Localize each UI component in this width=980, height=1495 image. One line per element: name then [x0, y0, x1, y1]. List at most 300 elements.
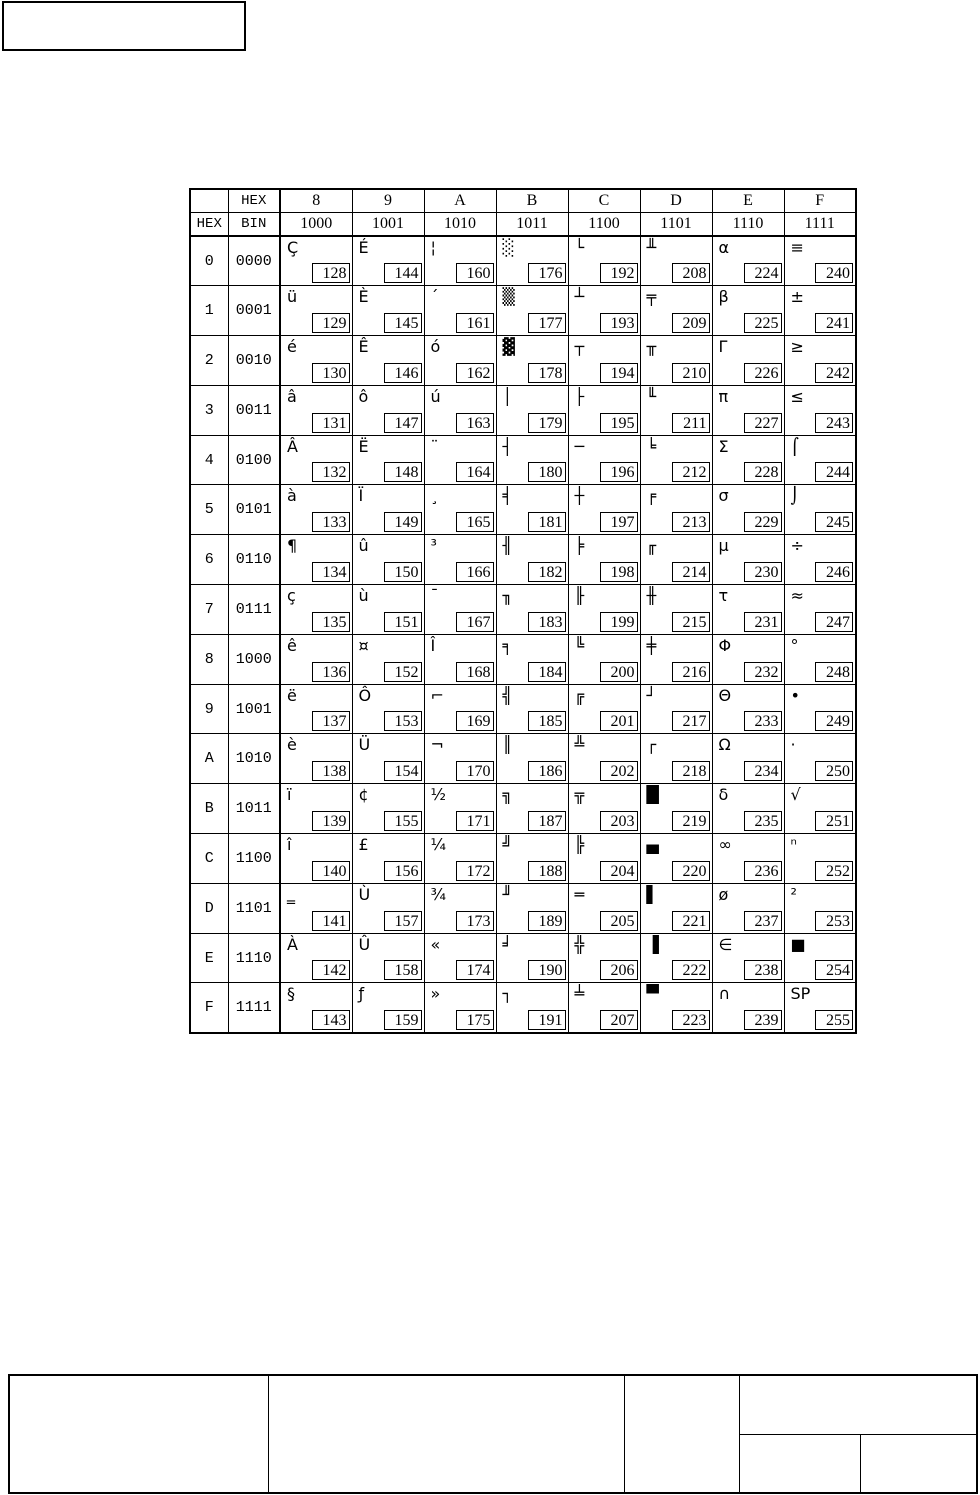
char-glyph: »	[430, 984, 441, 1004]
char-glyph: Ω	[718, 735, 731, 755]
char-cell-content	[569, 934, 640, 983]
char-cell-content	[641, 934, 712, 983]
char-glyph: ¨	[430, 436, 439, 456]
char-cell	[496, 784, 568, 834]
char-cell	[496, 286, 568, 336]
char-cell-content	[281, 635, 352, 684]
char-cell	[280, 784, 352, 834]
char-cell-content	[425, 784, 496, 833]
char-glyph: ø	[718, 884, 729, 904]
char-glyph: ∞	[718, 835, 732, 855]
hex-digit-header: F	[784, 189, 856, 213]
char-code-box: 211	[672, 413, 710, 433]
char-cell	[424, 585, 496, 635]
char-cell-content	[353, 336, 424, 385]
char-code-box: 170	[456, 761, 494, 781]
char-cell-content	[353, 535, 424, 584]
char-glyph: Ï	[358, 486, 364, 506]
char-code-box: 175	[456, 1010, 494, 1030]
char-code-box: 210	[672, 363, 710, 383]
char-code-box: 195	[600, 413, 638, 433]
char-code-box: 255	[815, 1010, 853, 1030]
char-glyph: ¦	[430, 238, 436, 257]
char-code-box: 137	[312, 711, 350, 731]
title-box	[2, 1, 246, 51]
char-cell	[568, 535, 640, 585]
char-glyph: ≈	[790, 586, 804, 606]
char-cell-content	[569, 286, 640, 335]
row-hex-digit: 7	[190, 585, 228, 635]
char-cell-content	[281, 386, 352, 435]
char-code-box: 247	[815, 612, 853, 632]
char-cell	[784, 684, 856, 734]
char-code-box: 212	[672, 462, 710, 482]
char-glyph: σ	[718, 486, 729, 506]
char-cell-content	[281, 834, 352, 883]
char-code-box: 163	[456, 413, 494, 433]
char-code-box: 179	[528, 413, 566, 433]
char-cell-content	[569, 884, 640, 933]
char-glyph: ╦	[574, 785, 585, 805]
char-cell	[280, 834, 352, 884]
table-row	[190, 286, 856, 336]
char-glyph: ┐	[502, 984, 513, 1004]
char-cell	[496, 435, 568, 485]
char-cell	[640, 435, 712, 485]
char-cell-content	[713, 535, 784, 584]
row-hex-digit: E	[190, 933, 228, 983]
char-cell	[352, 236, 424, 286]
char-code-box: 231	[744, 612, 782, 632]
char-code-box: 238	[744, 960, 782, 980]
char-glyph: ╞	[574, 536, 585, 556]
char-glyph: ╕	[502, 635, 513, 655]
char-code-box: 183	[528, 612, 566, 632]
char-cell-content	[497, 336, 568, 385]
row-hex-digit: D	[190, 883, 228, 933]
row-bin-digits: 1000	[228, 634, 280, 684]
char-glyph: ⌠	[790, 436, 799, 456]
char-cell	[424, 286, 496, 336]
char-cell	[568, 883, 640, 933]
char-glyph: ╠	[574, 835, 585, 855]
char-cell	[424, 883, 496, 933]
char-glyph: ≥	[790, 337, 804, 357]
char-glyph: ╨	[646, 238, 657, 257]
char-cell-content	[425, 983, 496, 1031]
row-hex-digit: C	[190, 834, 228, 884]
char-glyph: ▓	[502, 337, 515, 357]
char-glyph: ┬	[574, 337, 585, 357]
char-cell-content	[713, 884, 784, 933]
row-bin-digits: 0011	[228, 385, 280, 435]
char-code-box: 241	[815, 313, 853, 333]
char-code-box: 140	[312, 861, 350, 881]
char-cell-content	[641, 286, 712, 335]
char-cell	[784, 933, 856, 983]
char-cell	[712, 336, 784, 386]
char-cell-content	[641, 485, 712, 534]
char-code-box: 171	[456, 811, 494, 831]
char-code-box: 234	[744, 761, 782, 781]
char-glyph: Ô	[358, 685, 372, 705]
char-glyph: ╗	[502, 785, 513, 805]
char-glyph: ╣	[502, 685, 513, 705]
char-cell-content	[281, 983, 352, 1031]
char-glyph: ∩	[718, 984, 731, 1004]
char-code-box: 229	[744, 512, 782, 532]
char-glyph: ƒ	[358, 984, 365, 1004]
char-code-box: 154	[384, 761, 422, 781]
char-glyph: è	[287, 735, 297, 755]
char-cell-content	[425, 237, 496, 285]
char-code-box: 200	[600, 662, 638, 682]
char-cell-content	[425, 685, 496, 734]
char-cell-content	[425, 585, 496, 634]
row-bin-digits: 1100	[228, 834, 280, 884]
char-code-box: 184	[528, 662, 566, 682]
char-glyph: ┤	[502, 436, 513, 456]
char-glyph: À	[287, 934, 298, 954]
char-cell	[352, 535, 424, 585]
row-hex-digit: 2	[190, 336, 228, 386]
table-row	[190, 535, 856, 585]
char-cell	[424, 385, 496, 435]
char-cell-content	[353, 386, 424, 435]
bin-digit-header: 1101	[640, 213, 712, 237]
char-glyph: Â	[287, 436, 298, 456]
char-code-box: 166	[456, 562, 494, 582]
char-code-box: 153	[384, 711, 422, 731]
char-glyph: ▐	[646, 934, 659, 954]
char-glyph: ù	[358, 586, 369, 606]
char-glyph: Γ	[718, 337, 728, 357]
char-glyph: ½	[430, 785, 447, 805]
char-glyph: ░	[502, 238, 515, 257]
char-cell	[496, 933, 568, 983]
char-glyph: ≤	[790, 386, 804, 406]
char-cell	[640, 535, 712, 585]
char-cell-content	[281, 336, 352, 385]
row-hex-digit: 0	[190, 236, 228, 286]
char-glyph: ╚	[574, 635, 585, 655]
char-code-box: 185	[528, 711, 566, 731]
char-glyph: Ü	[358, 735, 371, 755]
char-glyph: ¯	[430, 586, 439, 606]
char-cell	[424, 485, 496, 535]
char-cell	[712, 883, 784, 933]
char-cell	[640, 585, 712, 635]
char-cell-content	[785, 685, 856, 734]
hex-digit-header: D	[640, 189, 712, 213]
char-cell-content	[713, 436, 784, 485]
hex-digit-header: E	[712, 189, 784, 213]
char-code-box: 197	[600, 512, 638, 532]
char-glyph: É	[358, 238, 369, 257]
char-glyph: ╥	[646, 337, 657, 357]
char-glyph: ╓	[646, 536, 657, 556]
char-cell	[712, 834, 784, 884]
char-cell-content	[281, 436, 352, 485]
char-cell-content	[785, 585, 856, 634]
row-hex-digit: 1	[190, 286, 228, 336]
char-cell	[280, 933, 352, 983]
char-code-box: 249	[815, 711, 853, 731]
char-cell-content	[353, 585, 424, 634]
bin-digit-header: 1010	[424, 213, 496, 237]
char-cell-content	[713, 336, 784, 385]
char-code-box: 216	[672, 662, 710, 682]
char-cell-content	[641, 834, 712, 883]
char-code-box: 150	[384, 562, 422, 582]
char-glyph: Φ	[718, 635, 732, 655]
char-glyph: ╙	[646, 386, 657, 406]
char-cell-content	[353, 734, 424, 783]
char-glyph: ·	[790, 735, 796, 755]
hex-row-label: HEX	[228, 189, 280, 213]
char-code-box: 196	[600, 462, 638, 482]
char-cell-content	[641, 535, 712, 584]
char-cell	[640, 385, 712, 435]
char-cell-content	[713, 983, 784, 1031]
char-cell-content	[281, 237, 352, 285]
row-hex-digit: 6	[190, 535, 228, 585]
char-cell-content	[353, 685, 424, 734]
char-cell-content	[641, 436, 712, 485]
char-cell	[280, 236, 352, 286]
char-glyph: ó	[430, 337, 441, 357]
char-code-box: 165	[456, 512, 494, 532]
char-code-box: 202	[600, 761, 638, 781]
char-glyph: τ	[718, 586, 729, 606]
char-cell-content	[497, 983, 568, 1031]
char-cell-content	[641, 734, 712, 783]
char-glyph: ▒	[502, 287, 515, 307]
char-cell	[424, 784, 496, 834]
char-cell-content	[353, 834, 424, 883]
bin-digit-header: 1111	[784, 213, 856, 237]
char-cell	[352, 385, 424, 435]
char-glyph: ¬	[430, 735, 444, 755]
char-cell	[280, 535, 352, 585]
char-code-box: 244	[815, 462, 853, 482]
char-glyph: î	[287, 835, 292, 855]
char-glyph: ┼	[574, 486, 585, 506]
char-code-box: 135	[312, 612, 350, 632]
char-code-box: 218	[672, 761, 710, 781]
char-cell-content	[569, 585, 640, 634]
char-cell-content	[713, 485, 784, 534]
char-glyph: ├	[574, 386, 585, 406]
char-code-box: 155	[384, 811, 422, 831]
char-cell	[640, 983, 712, 1033]
char-code-box: 173	[456, 911, 494, 931]
char-cell-content	[281, 934, 352, 983]
char-glyph: δ	[718, 785, 729, 805]
char-cell-content	[641, 585, 712, 634]
char-cell	[424, 933, 496, 983]
char-glyph: ╪	[646, 635, 657, 655]
char-code-box: 252	[815, 861, 853, 881]
char-cell-content	[713, 585, 784, 634]
char-code-box: 147	[384, 413, 422, 433]
hex-digit-header: A	[424, 189, 496, 213]
char-glyph: ╢	[502, 536, 513, 556]
char-cell-content	[281, 685, 352, 734]
row-bin-digits: 0111	[228, 585, 280, 635]
char-cell-content	[785, 386, 856, 435]
char-cell	[424, 684, 496, 734]
char-cell	[640, 485, 712, 535]
char-cell-content	[353, 237, 424, 285]
char-code-box: 227	[744, 413, 782, 433]
char-cell-content	[569, 485, 640, 534]
char-cell-content	[641, 884, 712, 933]
char-glyph: Σ	[718, 436, 729, 456]
char-glyph: Ê	[358, 337, 369, 357]
char-cell	[424, 336, 496, 386]
char-glyph: ▄	[646, 835, 659, 855]
char-cell-content	[785, 237, 856, 285]
row-hex-digit: 4	[190, 435, 228, 485]
char-cell	[280, 734, 352, 784]
char-cell-content	[353, 635, 424, 684]
char-code-box: 159	[384, 1010, 422, 1030]
char-code-box: 178	[528, 363, 566, 383]
table-row	[190, 784, 856, 834]
char-code-box: 239	[744, 1010, 782, 1030]
char-cell	[568, 336, 640, 386]
table-row	[190, 933, 856, 983]
char-code-box: 189	[528, 911, 566, 931]
row-bin-digits: 1011	[228, 784, 280, 834]
char-cell	[640, 933, 712, 983]
char-cell-content	[425, 734, 496, 783]
table-row	[190, 883, 856, 933]
char-cell	[496, 684, 568, 734]
char-cell-content	[353, 485, 424, 534]
char-code-box: 236	[744, 861, 782, 881]
char-cell-content	[425, 386, 496, 435]
char-cell-content	[497, 237, 568, 285]
row-bin-digits: 0001	[228, 286, 280, 336]
char-cell	[424, 983, 496, 1033]
char-code-box: 223	[672, 1010, 710, 1030]
char-glyph: ç	[287, 586, 296, 606]
table-row	[190, 734, 856, 784]
char-cell	[424, 734, 496, 784]
char-cell-content	[425, 436, 496, 485]
char-cell	[352, 634, 424, 684]
char-cell-content	[569, 336, 640, 385]
char-glyph: ╩	[574, 735, 585, 755]
char-code-box: 226	[744, 363, 782, 383]
char-cell	[280, 585, 352, 635]
char-cell	[568, 435, 640, 485]
char-code-box: 143	[312, 1010, 350, 1030]
char-glyph: ║	[502, 735, 513, 755]
char-glyph: ┌	[646, 735, 657, 755]
char-cell	[496, 883, 568, 933]
table-row	[190, 485, 856, 535]
char-cell	[640, 634, 712, 684]
char-glyph: ¾	[430, 884, 447, 904]
table-row	[190, 983, 856, 1033]
char-cell	[712, 286, 784, 336]
char-code-box: 215	[672, 612, 710, 632]
char-cell-content	[713, 734, 784, 783]
char-cell	[784, 535, 856, 585]
char-cell	[784, 435, 856, 485]
char-cell-content	[425, 485, 496, 534]
char-glyph: ┴	[574, 287, 585, 307]
char-cell-content	[281, 734, 352, 783]
char-cell-content	[641, 237, 712, 285]
char-cell-content	[713, 784, 784, 833]
char-cell	[784, 883, 856, 933]
char-cell-content	[497, 386, 568, 435]
char-cell	[496, 734, 568, 784]
char-cell	[280, 385, 352, 435]
char-cell-content	[569, 734, 640, 783]
title-block-divider	[268, 1376, 269, 1492]
char-glyph: ±	[790, 287, 804, 307]
char-code-box: 191	[528, 1010, 566, 1030]
char-cell	[712, 634, 784, 684]
char-cell	[568, 983, 640, 1033]
hex-digit-header: C	[568, 189, 640, 213]
char-cell	[280, 983, 352, 1033]
char-cell-content	[785, 734, 856, 783]
char-cell	[568, 585, 640, 635]
char-glyph: │	[502, 386, 513, 406]
row-bin-digits: 0110	[228, 535, 280, 585]
char-glyph: ┘	[646, 685, 657, 705]
title-block	[8, 1374, 978, 1494]
char-code-box: 209	[672, 313, 710, 333]
char-code-box: 251	[815, 811, 853, 831]
char-cell	[712, 734, 784, 784]
char-cell	[784, 385, 856, 435]
char-glyph: SP	[790, 984, 811, 1004]
char-cell	[568, 634, 640, 684]
char-cell	[568, 286, 640, 336]
char-cell-content	[569, 834, 640, 883]
char-cell-content	[353, 934, 424, 983]
char-cell	[280, 684, 352, 734]
row-bin-digits: 1111	[228, 983, 280, 1033]
char-glyph: Î	[430, 635, 436, 655]
char-cell-content	[353, 784, 424, 833]
char-code-box: 237	[744, 911, 782, 931]
char-cell	[712, 485, 784, 535]
char-code-box: 160	[456, 263, 494, 283]
char-code-box: 181	[528, 512, 566, 532]
char-glyph: È	[358, 287, 369, 307]
row-bin-digits: 1001	[228, 684, 280, 734]
char-cell	[352, 784, 424, 834]
char-cell	[568, 734, 640, 784]
char-cell-content	[281, 884, 352, 933]
char-code-box: 145	[384, 313, 422, 333]
char-code-box: 156	[384, 861, 422, 881]
table-row	[190, 336, 856, 386]
char-cell-content	[569, 436, 640, 485]
char-cell	[640, 784, 712, 834]
table-row	[190, 684, 856, 734]
char-glyph: π	[718, 386, 729, 406]
row-hex-digit: 3	[190, 385, 228, 435]
